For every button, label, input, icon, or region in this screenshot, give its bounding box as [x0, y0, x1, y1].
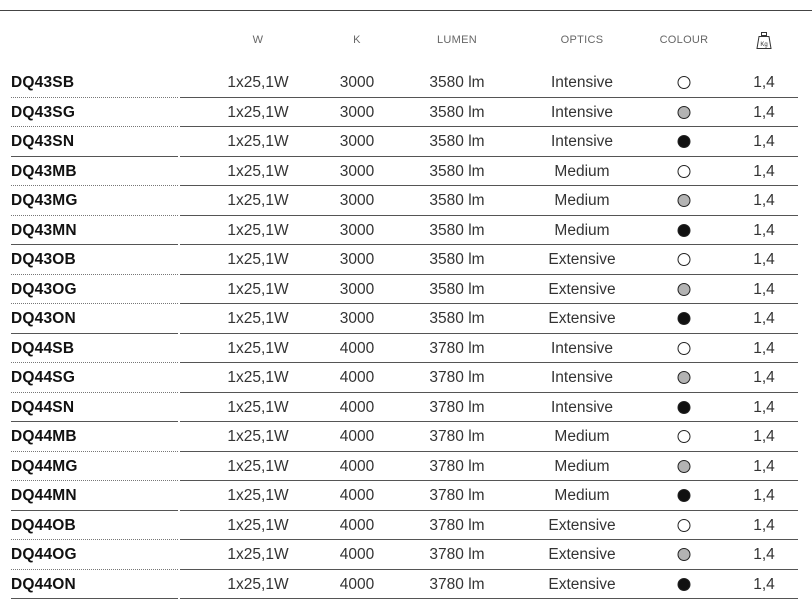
product-code: DQ44OG	[11, 546, 77, 564]
colour-temperature: 4000	[340, 517, 374, 535]
product-table	[0, 68, 812, 599]
colour-temperature: 3000	[340, 281, 374, 299]
lumen: 3780 lm	[429, 458, 484, 476]
product-code: DQ44SN	[11, 399, 74, 417]
table-row	[0, 245, 812, 275]
product-code: DQ44MG	[11, 458, 78, 476]
table-row	[0, 540, 812, 570]
lumen: 3780 lm	[429, 369, 484, 387]
wattage: 1x25,1W	[227, 281, 288, 299]
weight: 1,4	[753, 310, 775, 328]
weight-kg-icon	[756, 32, 772, 55]
table-row	[0, 481, 812, 511]
colour-temperature: 4000	[340, 369, 374, 387]
weight: 1,4	[753, 192, 775, 210]
colour-swatch-black	[678, 312, 691, 325]
weight: 1,4	[753, 104, 775, 122]
colour-temperature: 4000	[340, 340, 374, 358]
wattage: 1x25,1W	[227, 546, 288, 564]
weight: 1,4	[753, 576, 775, 594]
colour-swatch-white	[678, 519, 691, 532]
product-code: DQ43SG	[11, 104, 75, 122]
wattage: 1x25,1W	[227, 251, 288, 269]
colour-temperature: 3000	[340, 104, 374, 122]
optics: Extensive	[548, 251, 615, 269]
weight: 1,4	[753, 546, 775, 564]
header-optics: OPTICS	[561, 34, 604, 46]
table-row	[0, 186, 812, 216]
colour-temperature: 3000	[340, 133, 374, 151]
weight: 1,4	[753, 251, 775, 269]
optics: Intensive	[551, 133, 613, 151]
table-header	[0, 30, 812, 54]
product-code: DQ44OB	[11, 517, 76, 535]
weight: 1,4	[753, 458, 775, 476]
product-code: DQ44MN	[11, 487, 77, 505]
wattage: 1x25,1W	[227, 487, 288, 505]
top-rule	[0, 10, 812, 11]
wattage: 1x25,1W	[227, 517, 288, 535]
table-row	[0, 511, 812, 541]
colour-temperature: 3000	[340, 192, 374, 210]
weight: 1,4	[753, 281, 775, 299]
table-row	[0, 452, 812, 482]
header-k: K	[353, 34, 361, 46]
product-code: DQ44SG	[11, 369, 75, 387]
colour-swatch-black	[678, 489, 691, 502]
lumen: 3580 lm	[429, 74, 484, 92]
lumen: 3580 lm	[429, 133, 484, 151]
optics: Intensive	[551, 74, 613, 92]
wattage: 1x25,1W	[227, 576, 288, 594]
table-row	[0, 275, 812, 305]
table-row	[0, 393, 812, 423]
optics: Medium	[554, 222, 609, 240]
optics: Medium	[554, 192, 609, 210]
header-colour: COLOUR	[660, 34, 709, 46]
colour-temperature: 4000	[340, 487, 374, 505]
colour-swatch-black	[678, 224, 691, 237]
lumen: 3580 lm	[429, 251, 484, 269]
lumen: 3580 lm	[429, 310, 484, 328]
colour-swatch-black	[678, 401, 691, 414]
lumen: 3780 lm	[429, 576, 484, 594]
lumen: 3780 lm	[429, 428, 484, 446]
colour-swatch-white	[678, 253, 691, 266]
weight: 1,4	[753, 517, 775, 535]
product-code: DQ43SB	[11, 74, 74, 92]
optics: Medium	[554, 163, 609, 181]
colour-temperature: 3000	[340, 222, 374, 240]
table-row	[0, 98, 812, 128]
colour-swatch-white	[678, 165, 691, 178]
colour-temperature: 3000	[340, 251, 374, 269]
product-code: DQ43ON	[11, 310, 76, 328]
wattage: 1x25,1W	[227, 74, 288, 92]
lumen: 3580 lm	[429, 281, 484, 299]
weight: 1,4	[753, 74, 775, 92]
weight: 1,4	[753, 487, 775, 505]
colour-temperature: 4000	[340, 399, 374, 417]
table-row	[0, 127, 812, 157]
colour-temperature: 3000	[340, 310, 374, 328]
optics: Intensive	[551, 104, 613, 122]
optics: Extensive	[548, 281, 615, 299]
colour-swatch-grey	[678, 460, 691, 473]
svg-text:Kg: Kg	[760, 42, 767, 48]
optics: Intensive	[551, 399, 613, 417]
weight: 1,4	[753, 369, 775, 387]
table-row	[0, 334, 812, 364]
lumen: 3580 lm	[429, 104, 484, 122]
product-code: DQ44MB	[11, 428, 77, 446]
wattage: 1x25,1W	[227, 399, 288, 417]
colour-swatch-black	[678, 135, 691, 148]
wattage: 1x25,1W	[227, 104, 288, 122]
weight: 1,4	[753, 399, 775, 417]
weight: 1,4	[753, 163, 775, 181]
colour-temperature: 3000	[340, 163, 374, 181]
wattage: 1x25,1W	[227, 310, 288, 328]
colour-swatch-grey	[678, 371, 691, 384]
table-row	[0, 363, 812, 393]
wattage: 1x25,1W	[227, 163, 288, 181]
wattage: 1x25,1W	[227, 192, 288, 210]
colour-swatch-grey	[678, 194, 691, 207]
colour-temperature: 4000	[340, 576, 374, 594]
wattage: 1x25,1W	[227, 133, 288, 151]
product-code: DQ43MB	[11, 163, 77, 181]
lumen: 3580 lm	[429, 163, 484, 181]
wattage: 1x25,1W	[227, 428, 288, 446]
optics: Extensive	[548, 576, 615, 594]
table-row	[0, 422, 812, 452]
colour-swatch-grey	[678, 283, 691, 296]
weight: 1,4	[753, 133, 775, 151]
optics: Medium	[554, 487, 609, 505]
colour-swatch-black	[678, 578, 691, 591]
optics: Extensive	[548, 546, 615, 564]
wattage: 1x25,1W	[227, 340, 288, 358]
optics: Medium	[554, 428, 609, 446]
optics: Medium	[554, 458, 609, 476]
optics: Intensive	[551, 340, 613, 358]
colour-swatch-white	[678, 76, 691, 89]
colour-swatch-white	[678, 430, 691, 443]
colour-temperature: 4000	[340, 546, 374, 564]
lumen: 3780 lm	[429, 487, 484, 505]
colour-swatch-grey	[678, 548, 691, 561]
product-code: DQ44SB	[11, 340, 74, 358]
wattage: 1x25,1W	[227, 369, 288, 387]
lumen: 3780 lm	[429, 399, 484, 417]
optics: Extensive	[548, 517, 615, 535]
table-row	[0, 157, 812, 187]
wattage: 1x25,1W	[227, 458, 288, 476]
lumen: 3580 lm	[429, 222, 484, 240]
table-row	[0, 68, 812, 98]
colour-temperature: 3000	[340, 74, 374, 92]
colour-swatch-grey	[678, 106, 691, 119]
table-row	[0, 216, 812, 246]
colour-swatch-white	[678, 342, 691, 355]
product-code: DQ43OB	[11, 251, 76, 269]
optics: Intensive	[551, 369, 613, 387]
product-code: DQ43MN	[11, 222, 77, 240]
lumen: 3780 lm	[429, 517, 484, 535]
product-code: DQ44ON	[11, 576, 76, 594]
lumen: 3780 lm	[429, 340, 484, 358]
weight: 1,4	[753, 222, 775, 240]
weight: 1,4	[753, 428, 775, 446]
colour-temperature: 4000	[340, 428, 374, 446]
header-w: W	[253, 34, 264, 46]
weight: 1,4	[753, 340, 775, 358]
header-lumen: LUMEN	[437, 34, 477, 46]
product-code: DQ43SN	[11, 133, 74, 151]
wattage: 1x25,1W	[227, 222, 288, 240]
product-code: DQ43OG	[11, 281, 77, 299]
lumen: 3580 lm	[429, 192, 484, 210]
optics: Extensive	[548, 310, 615, 328]
table-row	[0, 304, 812, 334]
table-row	[0, 570, 812, 599]
lumen: 3780 lm	[429, 546, 484, 564]
colour-temperature: 4000	[340, 458, 374, 476]
product-code: DQ43MG	[11, 192, 78, 210]
